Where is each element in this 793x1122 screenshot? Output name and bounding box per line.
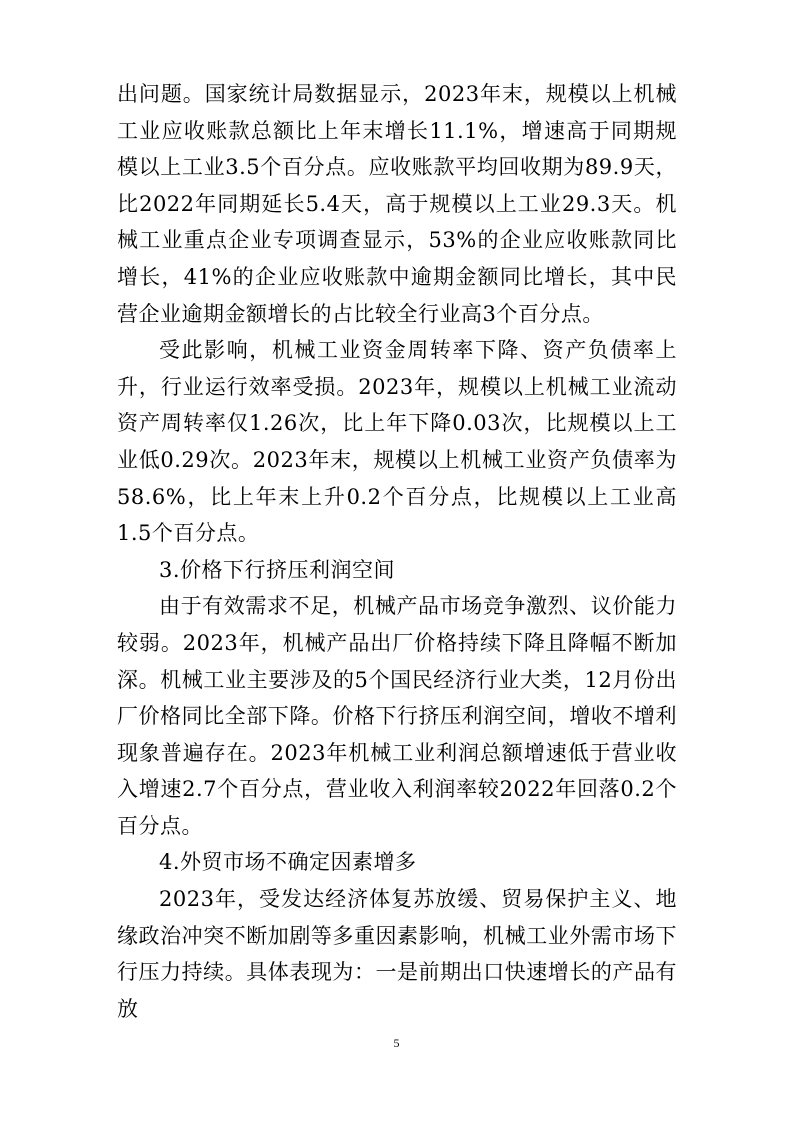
page-number: 5 bbox=[393, 1036, 400, 1050]
paragraph-trade: 2023年，受发达经济体复苏放缓、贸易保护主义、地缘政治冲突不断加剧等多重因素影响，机械工业外需市场下行压力持续。具体表现为：一是前期出口快速增长的产品有放 bbox=[117, 887, 677, 1021]
section-heading-price: 3.价格下行挤压利润空间 bbox=[159, 557, 396, 582]
paragraph-price: 由于有效需求不足，机械产品市场竞争激烈、议价能力较弱。2023年，机械产品出厂价格持续下降且降幅不断加深。机械工业主要涉及的5个国民经济行业大类，12月份出厂价格同比全部下降。价格下行挤压利润空间，增收不增利现象普遍存在。2023年机械工业利润总额增速低于营业收入增速2.7个百分点，营业收入利润率较2022年回落0.2个百分点。 bbox=[117, 594, 677, 838]
document-body bbox=[117, 76, 677, 1027]
paragraph-receivables: 出问题。国家统计局数据显示，2023年末，规模以上机械工业应收账款总额比上年末增长11.1%，增速高于同期规模以上工业3.5个百分点。应收账款平均回收期为89.9天，比2022年同期延长5.4天，高于规模以上工业29.3天。机械工业重点企业专项调查显示，53%的企业应收账款同比增长，41%的企业应收账款中逾期金额同比增长，其中民营企业逾期金额增长的占比较全行业高3个百分点。 bbox=[117, 82, 677, 326]
section-heading-trade: 4.外贸市场不确定因素增多 bbox=[159, 850, 417, 875]
paragraph-efficiency: 受此影响，机械工业资金周转率下降、资产负债率上升，行业运行效率受损。2023年，规模以上机械工业流动资产周转率仅1.26次，比上年下降0.03次，比规模以上工业低0.29次。2023年末，规模以上机械工业资产负债率为58.6%，比上年末上升0.2个百分点，比规模以上工业高1.5个百分点。 bbox=[117, 338, 677, 546]
